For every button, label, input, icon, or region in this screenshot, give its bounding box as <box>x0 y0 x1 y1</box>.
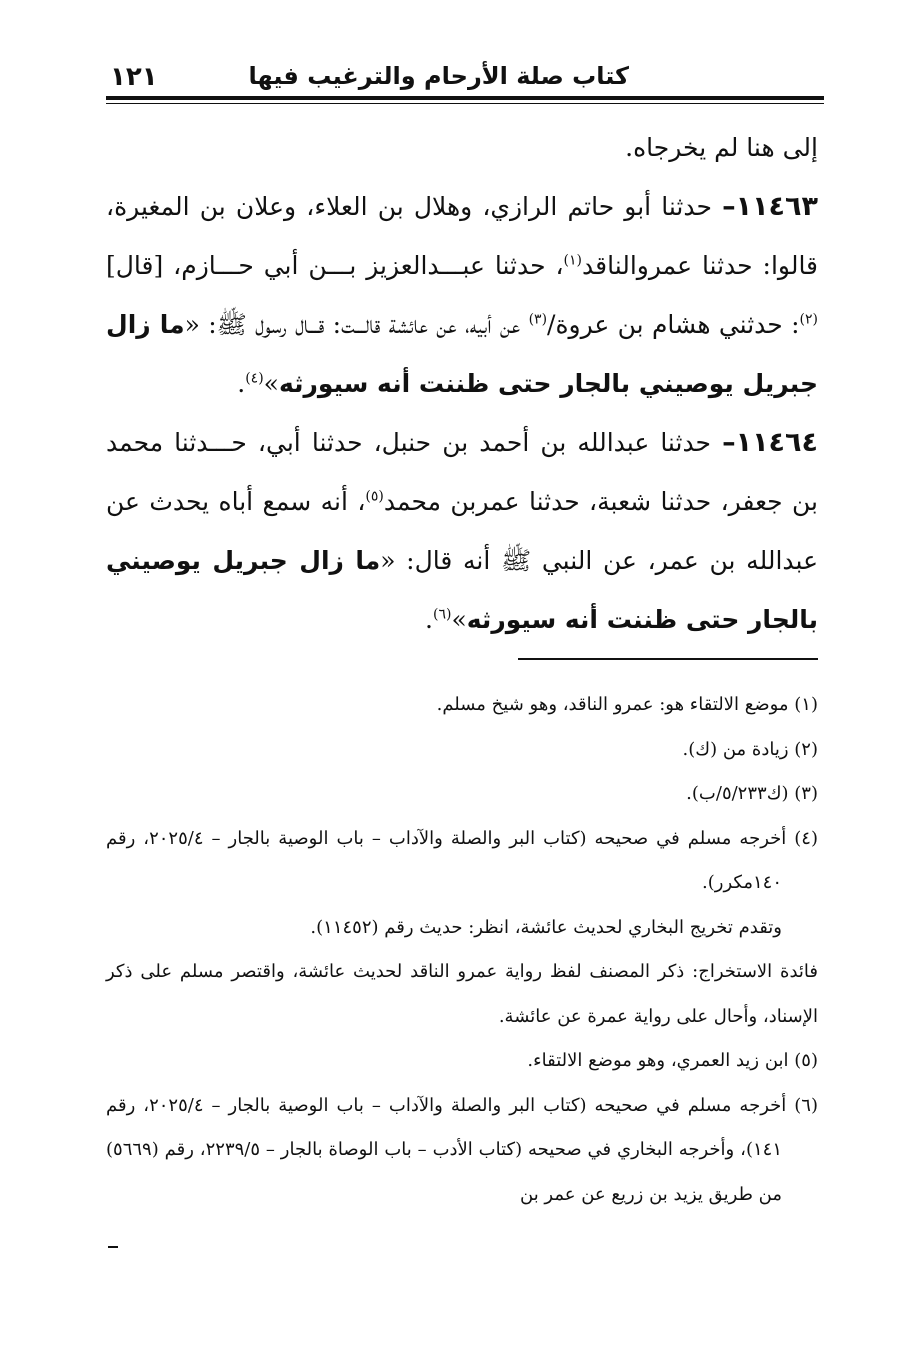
footnote-5: (٥) ابن زيد العمري، وهو موضع الالتقاء. <box>527 1050 818 1071</box>
footnote-4-note: وتقدم تخريج البخاري لحديث عائشة، انظر: حديث رقم (١١٤٥٢). <box>310 916 782 938</box>
footnote-separator <box>518 658 818 660</box>
footnote-1: (١) موضع الالتقاء هو: عمرو الناقد، وهو شيخ مسلم. <box>436 694 818 715</box>
hadith-number: ١١٤٦٤– <box>722 427 818 458</box>
footnote-6: (٦) أخرجه مسلم في صحيحه (كتاب البر والصلة والآداب – باب الوصية بالجار – ٢٠٢٥/٤، رقم ١٤١)، وأخرجه البخاري في صحيحه (كتاب الأدب – باب الوصاة بالجار – ٢٢٣٩/٥، رقم (٥٦٦٩) من طريق يزيد بن زريع عن عمر بن <box>106 1094 818 1205</box>
hadith-11464 <box>106 413 818 649</box>
paragraph-intro: إلى هنا لم يخرجاه. <box>625 133 818 162</box>
footnote-2: (٢) زيادة من (ك). <box>682 738 818 760</box>
header-title: كتاب صلة الأرحام والترغيب فيها <box>248 62 629 90</box>
footnote-4: (٤) أخرجه مسلم في صحيحه (كتاب البر والصلة والآداب – باب الوصية بالجار – ٢٠٢٥/٤، رقم ١٤٠مكرر). <box>106 827 818 893</box>
hadith-text: حدثنا أبو حاتم الرازي، وهلال بن العلاء، وعلان بن المغيرة، قالوا: حدثنا عمروالناقد <box>106 192 819 280</box>
main-text <box>106 118 818 649</box>
footnote-ref[interactable]: (٣) <box>528 311 548 328</box>
footnote-ref[interactable]: (١) <box>563 252 582 269</box>
hadith-text: » <box>451 605 467 634</box>
page-number: ١٢١ <box>110 62 158 92</box>
continuation-mark <box>108 1246 118 1248</box>
hadith-number: ١١٤٦٣– <box>722 191 818 222</box>
hadith-text: : حدثني هشام بن عروة/ <box>547 310 800 339</box>
hadith-text: . <box>237 369 246 398</box>
hadith-text: عن أبيه، عن عائشة قالـــت: قـــال رسول ﷺ: « <box>184 310 529 339</box>
footnote-ref[interactable]: (٦) <box>433 606 452 623</box>
footnote-3: (٣) (ك٥/٢٣٣/ب). <box>686 783 818 804</box>
hadith-text: . <box>425 605 433 634</box>
hadith-text: » <box>263 369 279 398</box>
hadith-text: ، أنه سمع أباه يحدث عن عبدالله بن عمر، عن النبي ﷺ أنه قال: « <box>106 487 819 575</box>
header-rule-thin <box>106 103 824 104</box>
hadith-11463 <box>106 177 818 413</box>
hadith-text: ، حدثنا عبـــدالعزيز بـــن أبي حـــازم، [قال] <box>106 251 564 280</box>
footnote-ref[interactable]: (٢) <box>799 311 818 328</box>
footnote-ref[interactable]: (٥) <box>365 488 384 505</box>
hadith-quote: ما زال جبريل يوصيني بالجار حتى ظننت أنه سيورثه <box>106 546 818 634</box>
header-rule <box>106 96 824 100</box>
footnote-ref[interactable]: (٤) <box>245 370 264 387</box>
hadith-quote: ما زال جبريل يوصيني بالجار حتى ظننت أنه سيورثه <box>106 310 818 398</box>
footnotes <box>106 683 818 1217</box>
footnote-4-benefit: فائدة الاستخراج: ذكر المصنف لفظ رواية عمرو الناقد لحديث عائشة، واقتصر مسلم على ذكر الإسناد، وأحال على رواية عمرة عن عائشة. <box>106 961 818 1027</box>
hadith-text: حدثنا عبدالله بن أحمد بن حنبل، حدثنا أبي، حـــدثنا محمد بن جعفر، حدثنا شعبة، حدثنا عمربن محمد <box>106 428 818 516</box>
running-header <box>106 60 824 100</box>
